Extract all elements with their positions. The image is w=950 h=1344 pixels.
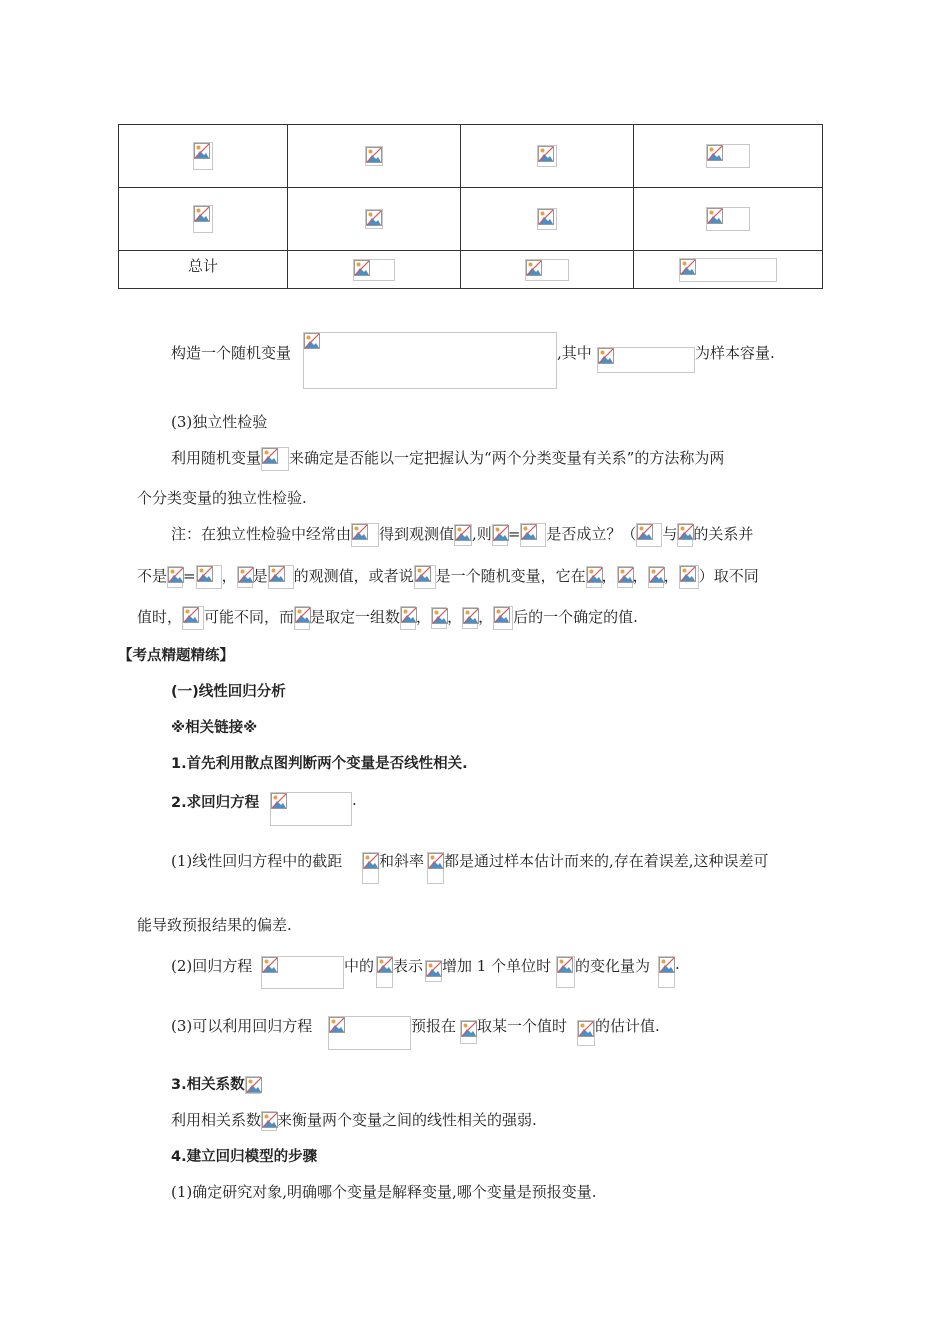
para-text: . xyxy=(675,955,680,973)
broken-image-glyph xyxy=(197,566,213,582)
broken-image-icon xyxy=(462,607,478,629)
table-cell xyxy=(119,125,288,188)
item-2: 2.求回归方程 xyxy=(171,795,260,811)
broken-image-glyph xyxy=(680,566,696,582)
formula-image xyxy=(427,852,444,884)
broken-image-glyph xyxy=(363,853,379,869)
table-cell xyxy=(461,125,634,188)
broken-image-icon xyxy=(454,524,472,546)
formula-image xyxy=(460,1020,477,1044)
broken-image-glyph xyxy=(557,957,573,973)
formula-image xyxy=(328,1016,411,1050)
item-4: 4.建立回归模型的步骤 xyxy=(171,1149,318,1165)
broken-image-icon xyxy=(182,606,204,630)
broken-image-glyph xyxy=(377,957,393,973)
broken-image-glyph xyxy=(707,208,723,224)
broken-image-icon xyxy=(237,566,253,588)
note-line-1: 注：在独立性检验中经常由 得到观测值 ,则 = 是否成立？（ 与 的关系并 xyxy=(171,523,753,547)
para-text: 都是通过样本估计而来的,存在着误差,这种误差可 xyxy=(444,852,769,870)
broken-image-glyph xyxy=(707,145,723,161)
formula-image xyxy=(376,956,393,988)
subsection-title: (一)线性回归分析 xyxy=(171,684,286,700)
table-cell xyxy=(461,188,634,251)
broken-image-icon xyxy=(261,1111,277,1131)
broken-image-icon xyxy=(706,207,750,231)
broken-image-icon xyxy=(268,565,294,589)
broken-image-glyph xyxy=(649,567,665,583)
broken-image-glyph xyxy=(521,524,537,540)
broken-image-glyph xyxy=(295,607,311,623)
note-line-2: 不是 = ， 是 的观测值，或者说 是一个随机变量，它在 ， ， ， ）取不同 xyxy=(137,565,759,589)
broken-image-glyph xyxy=(238,567,254,583)
broken-image-icon xyxy=(492,524,508,546)
broken-image-glyph xyxy=(494,607,510,623)
para-text: (3)可以利用回归方程 xyxy=(171,1017,313,1035)
formula-image xyxy=(577,1020,595,1046)
broken-image-icon xyxy=(167,566,183,588)
para-text: 能导致预报结果的偏差. xyxy=(137,916,292,934)
table-cell xyxy=(119,188,288,251)
contingency-table xyxy=(118,124,823,289)
broken-image-icon xyxy=(679,565,699,589)
broken-image-icon xyxy=(537,145,557,167)
broken-image-glyph xyxy=(587,567,603,583)
broken-image-glyph xyxy=(598,348,614,364)
broken-image-glyph xyxy=(637,524,653,540)
broken-image-glyph xyxy=(271,793,287,809)
broken-image-glyph xyxy=(262,448,278,464)
formula-image xyxy=(425,960,442,982)
table-cell xyxy=(634,125,823,188)
broken-image-glyph xyxy=(415,566,431,582)
broken-image-icon xyxy=(414,565,436,589)
broken-image-icon xyxy=(365,209,383,229)
broken-image-glyph xyxy=(401,607,417,623)
broken-image-icon xyxy=(351,523,379,547)
note-line-3: 值时， 可能不同，而 是取定一组数 ， ， ， 后的一个确定的值. xyxy=(137,606,638,630)
broken-image-glyph xyxy=(493,525,509,541)
table-cell xyxy=(288,251,461,289)
broken-image-icon xyxy=(196,565,222,589)
para-text: 的估计值. xyxy=(595,1017,660,1035)
broken-image-glyph xyxy=(194,206,210,222)
formula-image xyxy=(303,332,557,389)
broken-image-icon xyxy=(193,142,213,170)
formula-image xyxy=(270,792,352,826)
para-text: 表示 xyxy=(393,957,424,975)
broken-image-icon xyxy=(677,523,693,547)
para-text: 增加 1 个单位时 xyxy=(442,957,552,975)
broken-image-icon xyxy=(706,144,750,168)
para-random-variable: 构造一个随机变量 xyxy=(171,344,292,362)
broken-image-icon xyxy=(245,1076,261,1094)
para-text: (2)回归方程 xyxy=(171,957,253,975)
broken-image-glyph xyxy=(538,209,554,225)
broken-image-icon xyxy=(537,208,557,230)
table-cell xyxy=(634,251,823,289)
para-text: 的变化量为 xyxy=(575,957,651,975)
para-text: ,其中 xyxy=(557,344,592,362)
para-text: 和斜率 xyxy=(379,852,425,870)
broken-image-glyph xyxy=(269,566,285,582)
para-text: 为样本容量. xyxy=(695,344,775,362)
broken-image-icon xyxy=(493,606,513,630)
broken-image-glyph xyxy=(428,853,444,869)
table-cell xyxy=(288,125,461,188)
table-cell xyxy=(461,251,634,289)
broken-image-glyph xyxy=(432,608,448,624)
broken-image-glyph xyxy=(246,1077,262,1093)
broken-image-glyph xyxy=(262,1112,278,1128)
broken-image-icon xyxy=(431,607,447,629)
broken-image-glyph xyxy=(366,147,382,163)
section-heading: (3)独立性检验 xyxy=(171,413,268,431)
broken-image-glyph xyxy=(618,567,634,583)
section-title: 【考点精题精练】 xyxy=(118,648,234,664)
broken-image-icon xyxy=(294,606,310,630)
para-text: 个分类变量的独立性检验. xyxy=(137,489,307,507)
broken-image-icon xyxy=(586,566,602,588)
broken-image-glyph xyxy=(329,1017,345,1033)
broken-image-icon xyxy=(636,523,662,547)
broken-image-glyph xyxy=(352,524,368,540)
table-cell xyxy=(288,188,461,251)
broken-image-glyph xyxy=(578,1021,594,1037)
item-3: 3.相关系数 xyxy=(171,1073,261,1094)
broken-image-icon xyxy=(648,566,664,588)
para-correlation: 利用相关系数 来衡量两个变量之间的线性相关的强弱. xyxy=(171,1111,537,1129)
broken-image-glyph xyxy=(526,260,542,276)
table-total-label: 总计 xyxy=(119,251,288,289)
broken-image-glyph xyxy=(463,608,479,624)
formula-image xyxy=(556,956,575,988)
broken-image-icon xyxy=(525,259,569,281)
broken-image-icon xyxy=(617,566,633,588)
para-independence: 利用随机变量 来确定是否能以一定把握认为“两个分类变量有关系”的方法称为两 xyxy=(171,447,724,471)
table-cell xyxy=(634,188,823,251)
broken-image-glyph xyxy=(262,957,278,973)
para-text: 预报在 xyxy=(411,1017,457,1035)
broken-image-icon xyxy=(400,606,416,630)
para-text: 取某一个值时 xyxy=(477,1017,568,1035)
broken-image-glyph xyxy=(659,957,675,973)
broken-image-glyph xyxy=(461,1021,477,1037)
broken-image-icon xyxy=(520,523,546,547)
broken-image-glyph xyxy=(678,524,694,540)
para-text: (1)确定研究对象,明确哪个变量是解释变量,哪个变量是预报变量. xyxy=(171,1183,597,1201)
formula-image xyxy=(597,347,695,373)
broken-image-glyph xyxy=(168,567,184,583)
formula-image xyxy=(362,852,379,884)
broken-image-glyph xyxy=(366,210,382,226)
broken-image-glyph xyxy=(354,260,370,276)
broken-image-glyph xyxy=(194,143,210,159)
broken-image-icon xyxy=(679,258,777,282)
broken-image-glyph xyxy=(426,961,442,977)
broken-image-glyph xyxy=(680,259,696,275)
formula-image xyxy=(261,956,344,989)
broken-image-glyph xyxy=(538,146,554,162)
broken-image-icon xyxy=(261,447,289,471)
formula-image xyxy=(658,956,675,988)
broken-image-glyph xyxy=(183,607,199,623)
related-links-heading: ※相关链接※ xyxy=(171,720,258,736)
para-text: 中的 xyxy=(344,957,375,975)
broken-image-glyph xyxy=(455,525,471,541)
broken-image-icon xyxy=(193,205,213,233)
item-1: 1.首先利用散点图判断两个变量是否线性相关. xyxy=(171,756,468,772)
broken-image-icon xyxy=(353,259,395,281)
broken-image-glyph xyxy=(304,333,320,349)
para-text: . xyxy=(352,791,357,809)
broken-image-icon xyxy=(365,146,383,166)
para-text: (1)线性回归方程中的截距 xyxy=(171,852,343,870)
